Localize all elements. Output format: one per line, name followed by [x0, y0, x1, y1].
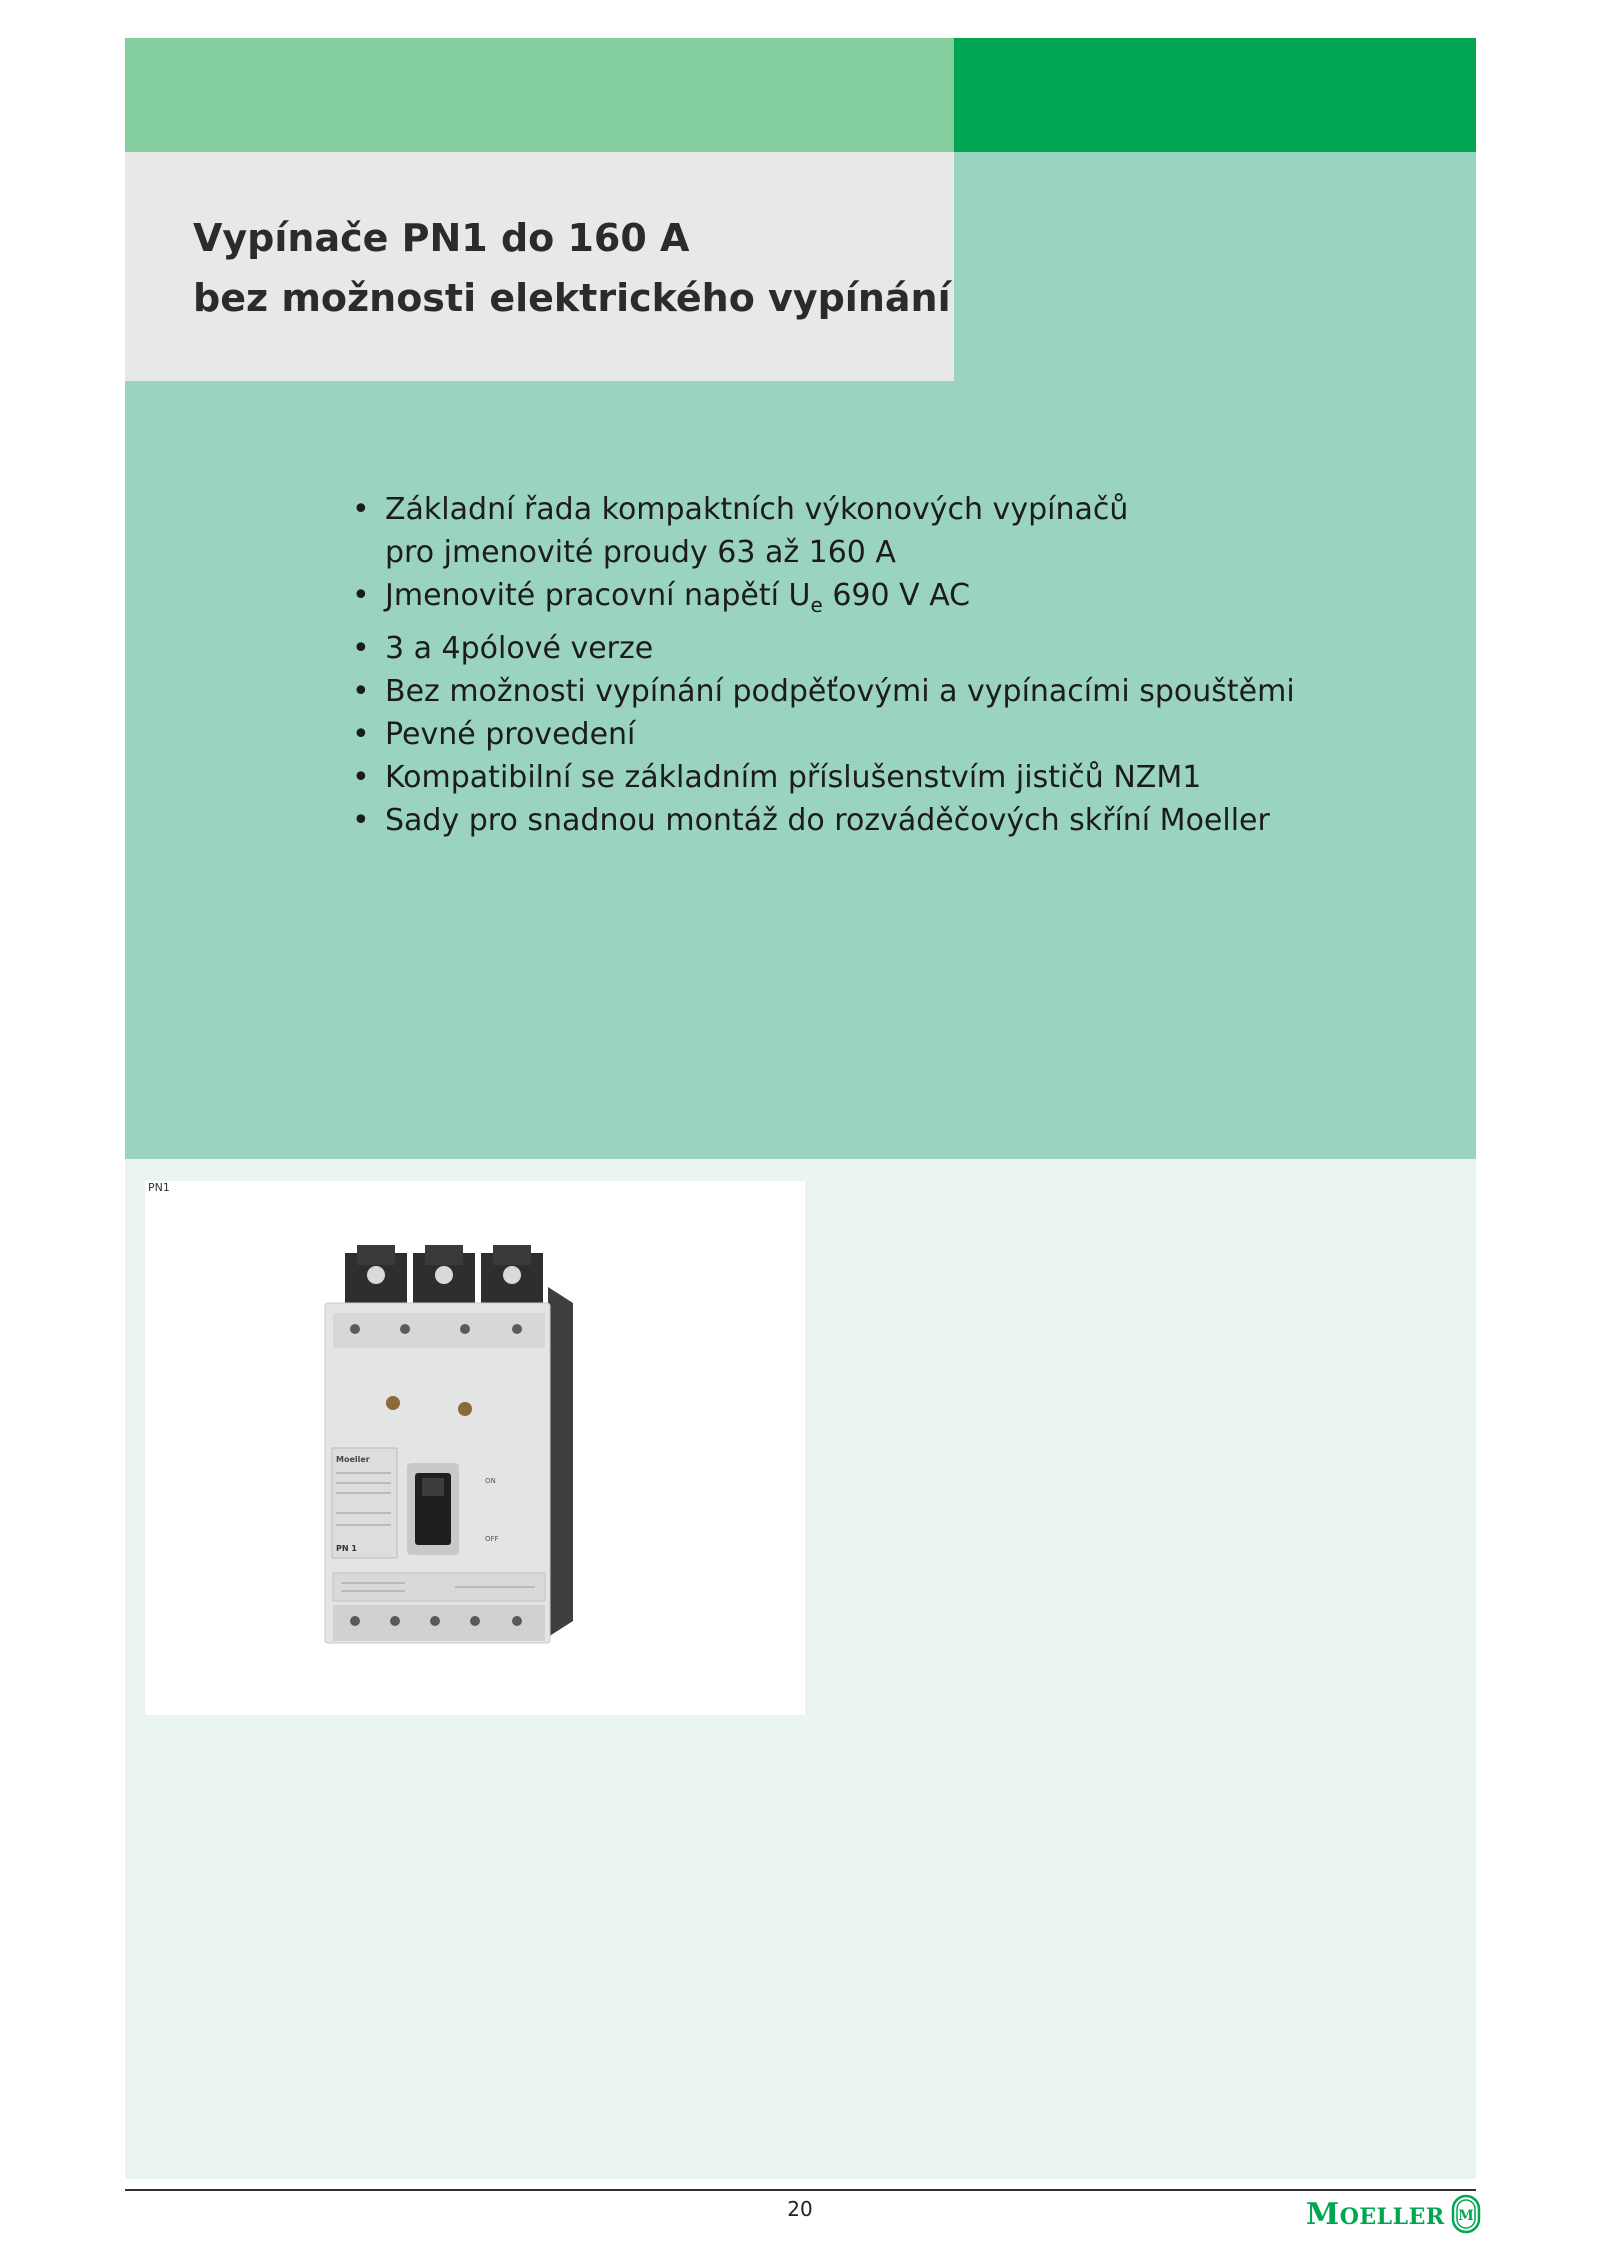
- header-band-light: [125, 38, 954, 152]
- feature-text-tail: 690 V AC: [822, 578, 971, 613]
- feature-item: [352, 627, 1295, 670]
- feature-text: 3 a 4pólové verze: [385, 631, 654, 666]
- feature-item: [352, 488, 1295, 574]
- feature-item: [352, 756, 1295, 799]
- header-band-dark: [954, 38, 1476, 152]
- bullet-icon: •: [352, 674, 370, 709]
- bullet-icon: •: [352, 760, 370, 795]
- feature-list: [352, 488, 1295, 842]
- feature-text: Bez možnosti vypínání podpěťovými a vypínacími spouštěmi: [385, 674, 1295, 709]
- feature-text: Jmenovité pracovní napětí U: [385, 578, 811, 613]
- feature-text: Základní řada kompaktních výkonových vypínačů: [385, 492, 1129, 527]
- bullet-icon: •: [352, 631, 370, 666]
- brand-label: Moeller: [336, 1455, 370, 1464]
- image-caption: PN1: [148, 1181, 170, 1194]
- feature-item: [352, 574, 1295, 627]
- page-number: 20: [787, 2197, 813, 2221]
- footer-rule: [125, 2189, 1476, 2191]
- logo-emblem-icon: [1451, 2194, 1481, 2234]
- off-label: OFF: [485, 1535, 499, 1543]
- feature-text-continued: pro jmenovité proudy 63 až 160 A: [385, 535, 896, 570]
- bullet-icon: •: [352, 578, 370, 613]
- logo-emblem-letter: M: [1457, 2208, 1474, 2224]
- product-image-panel: [145, 1181, 805, 1715]
- logo-wordmark: [1306, 2197, 1445, 2232]
- feature-text: Sady pro snadnou montáž do rozváděčových skříní Moeller: [385, 803, 1270, 838]
- switch-disconnector-image: [305, 1233, 765, 1663]
- bullet-icon: •: [352, 717, 370, 752]
- feature-item: [352, 670, 1295, 713]
- bullet-icon: •: [352, 803, 370, 838]
- feature-item: [352, 799, 1295, 842]
- title-line-1: Vypínače PN1 do 160 A: [193, 216, 690, 260]
- title-box: [125, 152, 954, 381]
- logo-initial: M: [1306, 2196, 1340, 2232]
- feature-text: Kompatibilní se základním příslušenstvím jističů NZM1: [385, 760, 1202, 795]
- feature-subscript: e: [810, 593, 823, 617]
- model-label: PN 1: [336, 1544, 357, 1553]
- on-label: ON: [485, 1477, 496, 1485]
- moeller-logo: [1306, 2194, 1481, 2234]
- title-line-2: bez možnosti elektrického vypínání: [193, 276, 951, 320]
- feature-item: [352, 713, 1295, 756]
- feature-text: Pevné provedení: [385, 717, 636, 752]
- logo-rest: OELLER: [1339, 2203, 1445, 2230]
- page-title: [193, 208, 951, 328]
- bullet-icon: •: [352, 492, 370, 527]
